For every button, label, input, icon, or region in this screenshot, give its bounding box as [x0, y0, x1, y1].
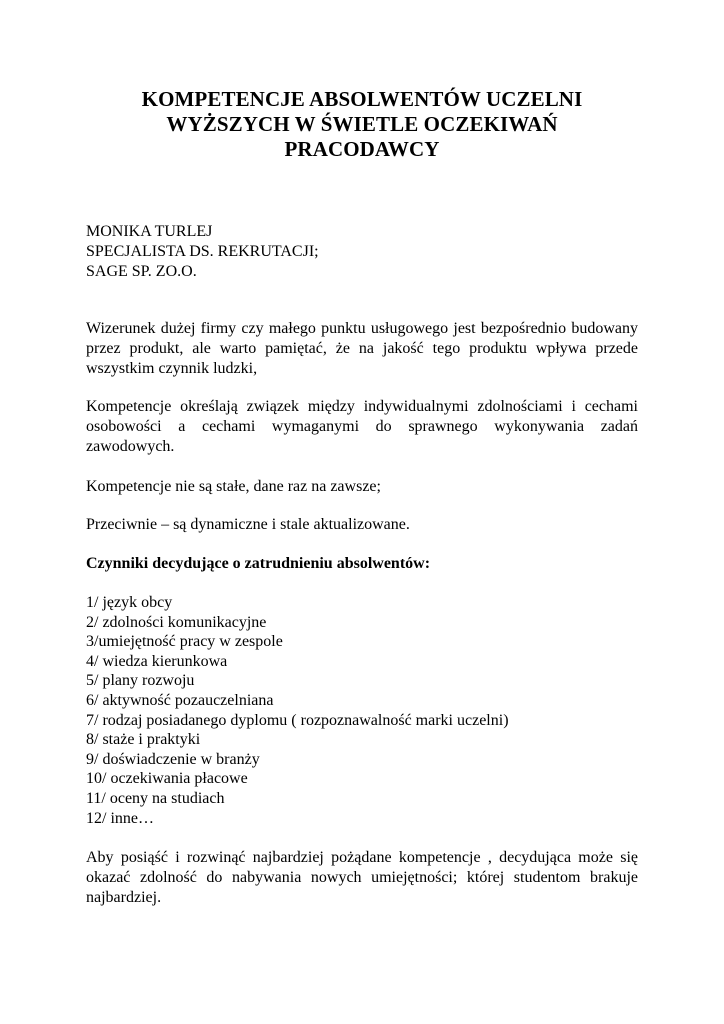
paragraph-competence-not-fixed: Kompetencje nie są stałe, dane raz na zawsze; — [86, 478, 381, 495]
factor-item: 5/ plany rozwoju — [86, 672, 195, 690]
title-line: WYŻSZYCH W ŚWIETLE OCZEKIWAŃ — [166, 112, 558, 136]
author-company: SAGE SP. ZO.O. — [86, 263, 197, 280]
factors-heading: Czynniki decydujące o zatrudnieniu absolwentów: — [86, 555, 431, 572]
title-line: KOMPETENCJE ABSOLWENTÓW UCZELNI — [141, 87, 583, 111]
factor-item: 8/ staże i praktyki — [86, 731, 201, 749]
paragraph-company-image: Wizerunek dużej firmy czy małego punktu usługowego jest bezpośrednio budowany przez produkt, ale warto pamiętać, że na jakość tego produktu wpływa przede wszystkim czynnik ludzki, — [86, 320, 638, 377]
factor-item: 10/ oczekiwania płacowe — [86, 770, 248, 788]
factor-item: 1/ język obcy — [86, 594, 173, 611]
closing-paragraph: Aby posiąść i rozwinąć najbardziej pożądane kompetencje , decydująca może się okazać zdolność do nabywania nowych umiejętności; której studentom brakuje najbardziej. — [86, 849, 638, 906]
author-block — [86, 222, 638, 282]
factor-item: 3/umiejętność pracy w zespole — [86, 633, 283, 651]
factor-item: 9/ doświadczenie w branży — [86, 750, 260, 768]
title-line: PRACODAWCY — [284, 137, 440, 161]
document-title — [86, 87, 638, 162]
paragraph-competence-definition: Kompetencje określają związek między indywidualnymi zdolnościami i cechami osobowości a cechami wymaganymi do sprawnego wykonywania zadań zawodowych. — [86, 398, 638, 455]
factor-item: 12/ inne… — [86, 809, 154, 827]
factor-item: 6/ aktywność pozauczelniana — [86, 691, 274, 709]
author-name: MONIKA TURLEJ — [86, 223, 213, 240]
factor-item: 4/ wiedza kierunkowa — [86, 652, 228, 670]
factors-list — [86, 593, 638, 828]
factor-item: 2/ zdolności komunikacyjne — [86, 613, 267, 631]
paragraph-competence-dynamic: Przeciwnie – są dynamiczne i stale aktualizowane. — [86, 516, 410, 533]
author-position: SPECJALISTA DS. REKRUTACJI; — [86, 243, 319, 260]
factor-item: 11/ oceny na studiach — [86, 789, 225, 807]
factor-item: 7/ rodzaj posiadanego dyplomu ( rozpoznawalność marki uczelni) — [86, 711, 509, 729]
